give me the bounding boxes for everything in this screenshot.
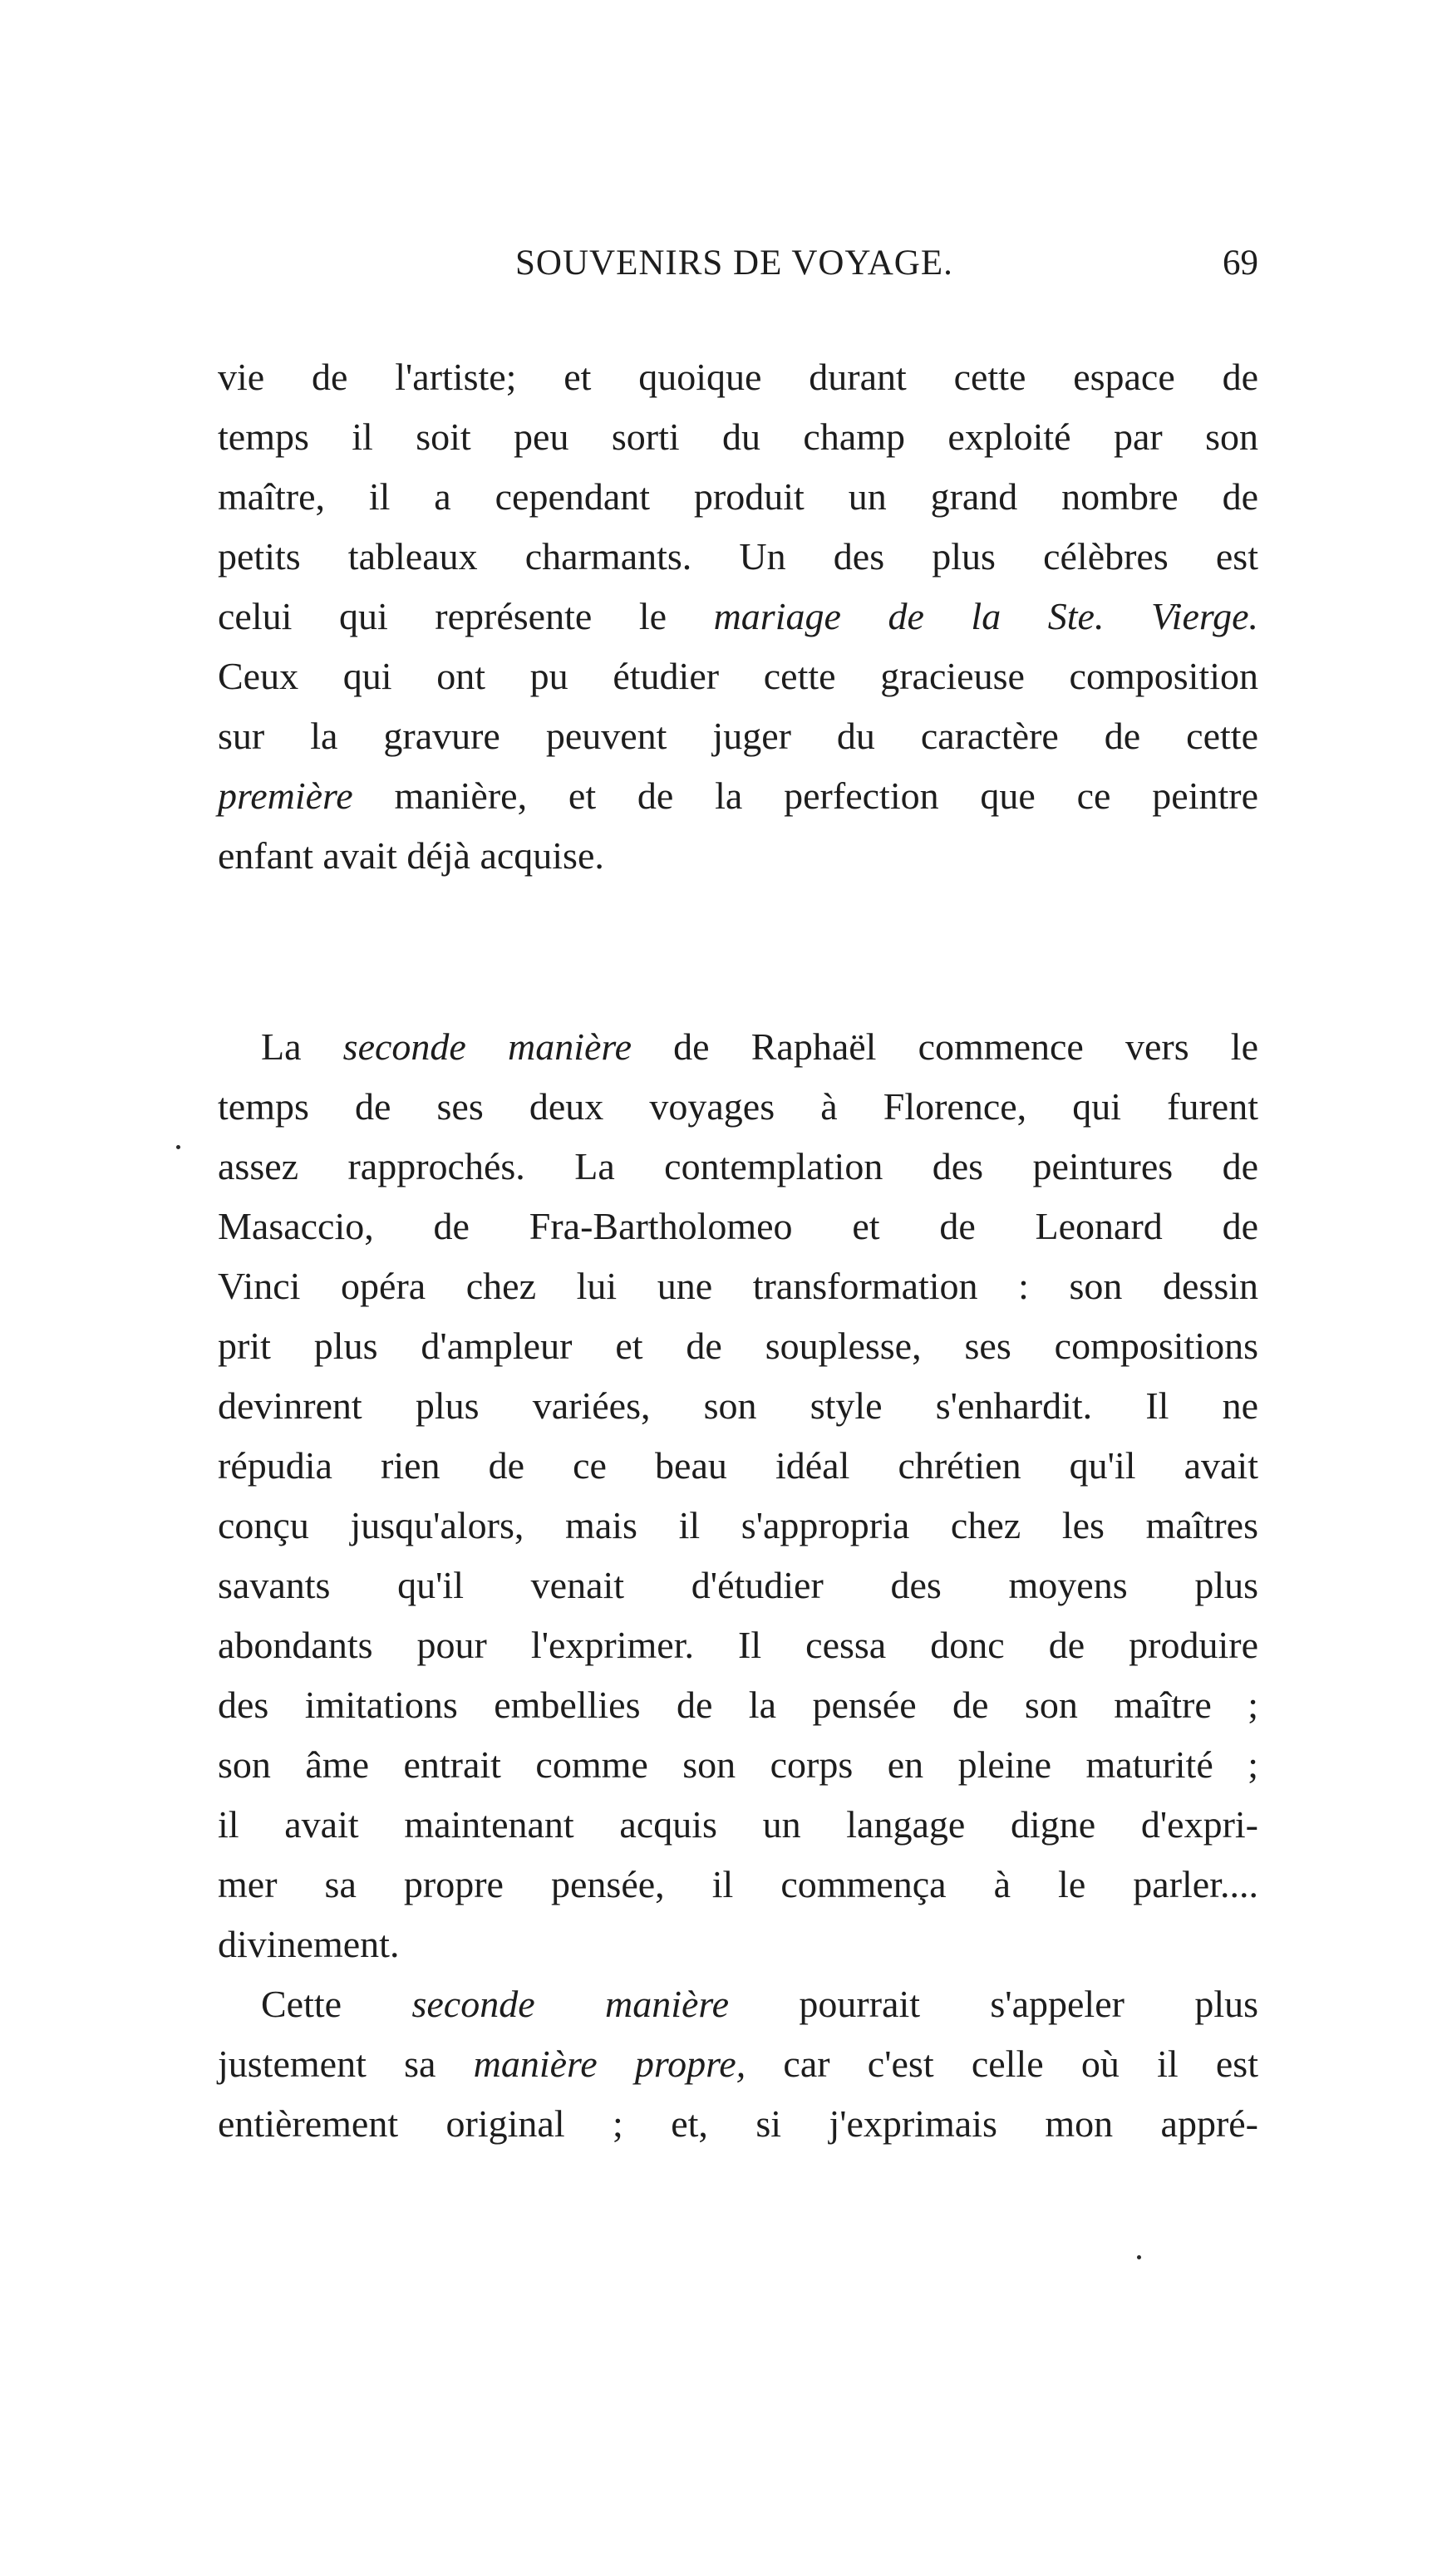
text-segment: manière, et de la perfection que ce peintre bbox=[352, 774, 1258, 817]
text-line bbox=[218, 1735, 1258, 1795]
text-line bbox=[218, 1316, 1258, 1376]
text-line bbox=[218, 1974, 1258, 2034]
paragraph-maniere-propre bbox=[218, 1974, 1258, 2154]
body-text-lower bbox=[218, 1017, 1258, 2154]
text-segment: petits tableaux charmants. Un des plus célèbres est bbox=[218, 535, 1258, 578]
text-segment: car c'est celle où il est bbox=[746, 2043, 1258, 2085]
print-speck bbox=[176, 1145, 180, 1149]
text-segment: devinrent plus variées, son style s'enhardit. Il ne bbox=[218, 1384, 1258, 1427]
text-segment: il avait maintenant acquis un langage digne d'expri- bbox=[218, 1803, 1258, 1846]
text-line bbox=[218, 646, 1258, 706]
text-segment: temps de ses deux voyages à Florence, qui furent bbox=[218, 1085, 1258, 1128]
text-line bbox=[218, 1376, 1258, 1436]
text-line bbox=[218, 1197, 1258, 1256]
text-line bbox=[218, 706, 1258, 766]
running-title: SOUVENIRS DE VOYAGE. bbox=[515, 243, 953, 283]
text-line bbox=[218, 766, 1258, 826]
text-line bbox=[218, 467, 1258, 527]
text-segment: abondants pour l'exprimer. Il cessa donc de produire bbox=[218, 1624, 1258, 1666]
text-segment: Ceux qui ont pu étudier cette gracieuse composition bbox=[218, 655, 1258, 697]
text-segment: celui qui représente le bbox=[218, 595, 714, 637]
text-line bbox=[218, 347, 1258, 407]
text-segment: prit plus d'ampleur et de souplesse, ses compositions bbox=[218, 1325, 1258, 1367]
paragraph-seconde-maniere bbox=[218, 1017, 1258, 1974]
print-speck bbox=[1137, 2255, 1141, 2259]
text-segment: justement sa bbox=[218, 2043, 474, 2085]
text-line bbox=[218, 1795, 1258, 1855]
body-text-upper bbox=[218, 347, 1258, 886]
text-line bbox=[218, 527, 1258, 587]
text-segment: Cette bbox=[261, 1983, 412, 2025]
italic-text: première bbox=[218, 774, 353, 817]
text-segment: des imitations embellies de la pensée de son maître ; bbox=[218, 1684, 1258, 1726]
text-line bbox=[218, 1675, 1258, 1735]
text-line bbox=[218, 1017, 1258, 1077]
text-line bbox=[218, 2034, 1258, 2094]
text-segment: vie de l'artiste; et quoique durant cette espace de bbox=[218, 356, 1258, 398]
page-number: 69 bbox=[1223, 243, 1258, 283]
text-segment: assez rapprochés. La contemplation des peintures de bbox=[218, 1145, 1258, 1187]
text-segment: mer sa propre pensée, il commença à le parler.... bbox=[218, 1863, 1258, 1905]
text-line bbox=[218, 1615, 1258, 1675]
text-line bbox=[218, 2094, 1258, 2154]
text-line bbox=[218, 1496, 1258, 1556]
text-line bbox=[218, 587, 1258, 646]
text-segment: maître, il a cependant produit un grand nombre de bbox=[218, 475, 1258, 518]
text-line bbox=[218, 1137, 1258, 1197]
text-segment: entièrement original ; et, si j'exprimais mon appré- bbox=[218, 2102, 1258, 2145]
text-segment: pourrait s'appeler plus bbox=[729, 1983, 1259, 2025]
text-segment: de Raphaël commence vers le bbox=[632, 1025, 1258, 1068]
text-line bbox=[218, 826, 1258, 886]
text-segment: divinement. bbox=[218, 1923, 400, 1965]
text-segment: répudia rien de ce beau idéal chrétien qu'il avait bbox=[218, 1444, 1258, 1487]
italic-text: mariage de la Ste. Vierge. bbox=[713, 595, 1258, 637]
text-segment: La bbox=[261, 1025, 343, 1068]
text-segment: sur la gravure peuvent juger du caractère de cette bbox=[218, 715, 1258, 757]
italic-text: manière propre, bbox=[473, 2043, 746, 2085]
text-segment: conçu jusqu'alors, mais il s'appropria chez les maîtres bbox=[218, 1504, 1258, 1546]
text-line bbox=[218, 1855, 1258, 1915]
page-header bbox=[219, 239, 1258, 297]
text-line bbox=[218, 1077, 1258, 1137]
text-segment: Vinci opéra chez lui une transformation : son dessin bbox=[218, 1265, 1258, 1307]
text-segment: savants qu'il venait d'étudier des moyens plus bbox=[218, 1564, 1258, 1606]
paragraph-continuation bbox=[218, 347, 1258, 886]
text-segment: temps il soit peu sorti du champ exploité par son bbox=[218, 415, 1258, 458]
text-line bbox=[218, 407, 1258, 467]
text-segment: Masaccio, de Fra-Bartholomeo et de Leonard de bbox=[218, 1205, 1258, 1247]
text-line bbox=[218, 1436, 1258, 1496]
italic-text: seconde manière bbox=[411, 1983, 730, 2025]
text-segment: enfant avait déjà acquise. bbox=[218, 834, 604, 877]
text-line bbox=[218, 1915, 1258, 1974]
italic-text: seconde manière bbox=[342, 1025, 632, 1068]
text-segment: son âme entrait comme son corps en pleine maturité ; bbox=[218, 1743, 1258, 1786]
text-line bbox=[218, 1256, 1258, 1316]
text-line bbox=[218, 1556, 1258, 1615]
